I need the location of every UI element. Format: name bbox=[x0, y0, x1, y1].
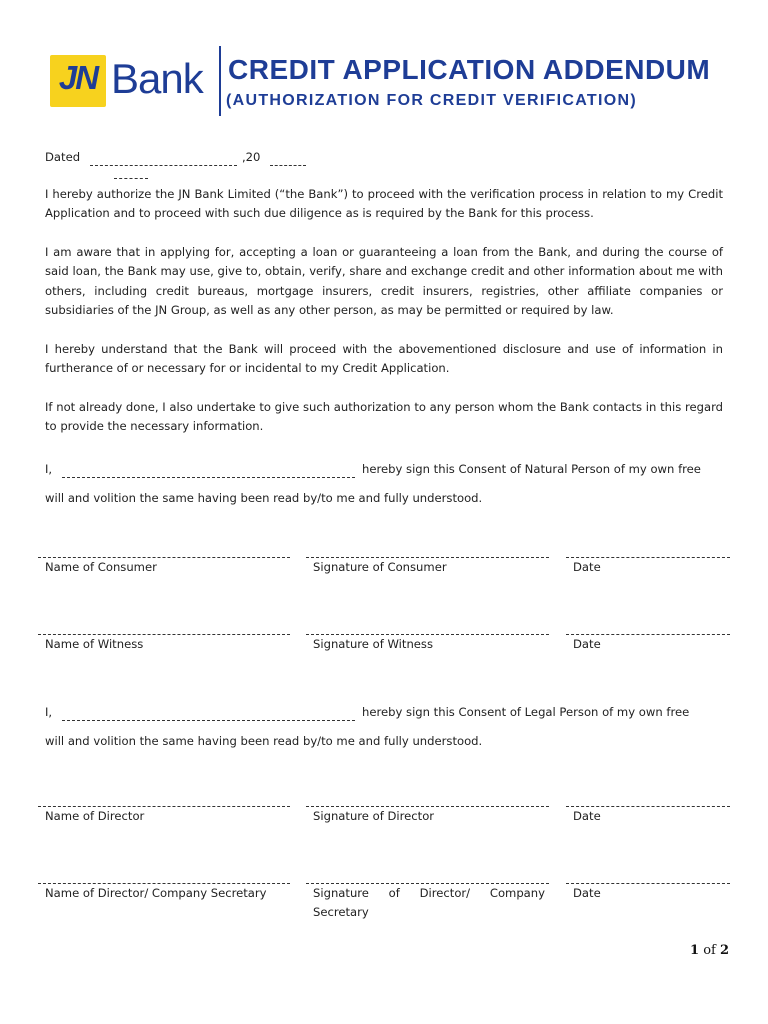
secretary-date-label: Date bbox=[573, 886, 601, 900]
consent-legal-line2: will and volition the same having been read by/to me and fully understood. bbox=[45, 734, 483, 748]
consent-natural-prefix: I, bbox=[45, 462, 53, 476]
paragraph-authorization: I hereby authorize the JN Bank Limited (“the Bank”) to proceed with the verification process in relation to my Credit Application and to proceed with such due diligence as is required by the Bank for this process. bbox=[45, 187, 723, 221]
logo-wordmark: Bank bbox=[111, 55, 203, 102]
director-date-field[interactable] bbox=[566, 806, 730, 807]
page-separator: of bbox=[703, 943, 716, 958]
consent-natural-line1: hereby sign this Consent of Natural Person of my own free bbox=[362, 462, 701, 476]
consent-legal-name-field[interactable] bbox=[62, 720, 355, 721]
jn-bank-logo bbox=[50, 55, 206, 107]
director-signature-field[interactable] bbox=[306, 806, 549, 807]
dated-day-field[interactable] bbox=[90, 165, 237, 166]
page-total: 2 bbox=[719, 943, 730, 958]
witness-signature-field[interactable] bbox=[306, 634, 549, 635]
consumer-date-field[interactable] bbox=[566, 557, 730, 558]
consumer-name-field[interactable] bbox=[38, 557, 290, 558]
consumer-signature-field[interactable] bbox=[306, 557, 549, 558]
logo-mark: JN bbox=[58, 59, 98, 96]
secretary-name-label: Name of Director/ Company Secretary bbox=[45, 886, 267, 900]
director-name-label: Name of Director bbox=[45, 809, 145, 823]
director-signature-label: Signature of Director bbox=[313, 809, 435, 823]
consent-natural-line2: will and volition the same having been read by/to me and fully understood. bbox=[45, 491, 483, 505]
dated-year-prefix: ,20 bbox=[242, 150, 261, 164]
page-subtitle: (AUTHORIZATION FOR CREDIT VERIFICATION) bbox=[226, 92, 637, 109]
secretary-name-field[interactable] bbox=[38, 883, 290, 884]
paragraph-understanding: I hereby understand that the Bank will proceed with the abovementioned disclosure and use of information in furtherance of or necessary for or incidental to my Credit Application. bbox=[45, 342, 723, 376]
consent-legal-line1: hereby sign this Consent of Legal Person of my own free bbox=[362, 705, 690, 719]
dated-label: Dated bbox=[45, 150, 81, 164]
paragraph-awareness: I am aware that in applying for, accepting a loan or guaranteeing a loan from the Bank, and during the course of said loan, the Bank may use, give to, obtain, verify, share and exchange credit and other information about me with others, including credit bureaus, mortgage insurers, credit insurers, registries, other affiliate companies or subsidiaries of the JN Group, as well as any other person, as may be permitted or required by law. bbox=[45, 245, 723, 318]
dated-year-field[interactable] bbox=[270, 165, 306, 166]
witness-signature-label: Signature of Witness bbox=[313, 637, 434, 651]
header-divider bbox=[219, 46, 221, 116]
witness-date-field[interactable] bbox=[566, 634, 730, 635]
witness-date-label: Date bbox=[573, 637, 601, 651]
page-current: 1 bbox=[690, 943, 700, 958]
consumer-name-label: Name of Consumer bbox=[45, 560, 157, 574]
witness-name-field[interactable] bbox=[38, 634, 290, 635]
dated-extra-field bbox=[114, 178, 148, 179]
witness-name-label: Name of Witness bbox=[45, 637, 144, 651]
director-date-label: Date bbox=[573, 809, 601, 823]
consent-natural-name-field[interactable] bbox=[62, 477, 355, 478]
paragraph-undertaking: If not already done, I also undertake to give such authorization to any person whom the Bank contacts in this regard to provide the necessary information. bbox=[45, 400, 723, 434]
secretary-date-field[interactable] bbox=[566, 883, 730, 884]
consent-legal-prefix: I, bbox=[45, 705, 53, 719]
consumer-date-label: Date bbox=[573, 560, 601, 574]
page-number bbox=[690, 943, 729, 958]
consumer-signature-label: Signature of Consumer bbox=[313, 560, 447, 574]
director-name-field[interactable] bbox=[38, 806, 290, 807]
page-title: CREDIT APPLICATION ADDENDUM bbox=[228, 54, 711, 85]
secretary-signature-label: Signature of Director/ Company Secretary bbox=[313, 886, 545, 920]
